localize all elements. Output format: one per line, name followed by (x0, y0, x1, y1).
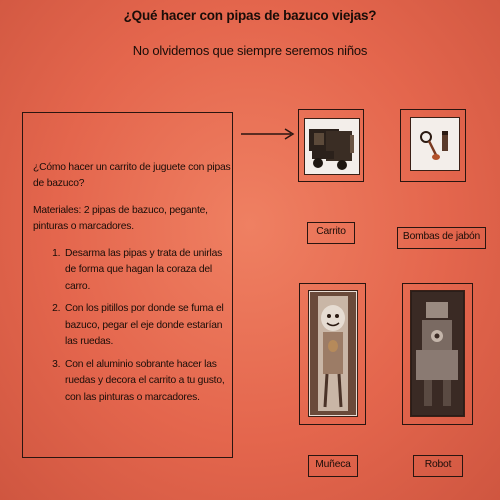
muneca-photo (308, 290, 358, 417)
step-item: 3. Con el aluminio sobrante hacer las ruedas y decora el carrito a tu gusto, con las pinturas o marcadores. (63, 357, 233, 406)
instructions-materials: Materiales: 2 pipas de bazuco, pegante, pinturas o marcadores. (33, 204, 208, 233)
robot-photo (410, 290, 465, 417)
page-title: ¿Qué hacer con pipas de bazuco viejas? (123, 8, 377, 23)
robot-image (412, 292, 463, 415)
toy-car-image (306, 121, 358, 173)
page-subtitle: No olvidemos que siempre seremos niños (132, 43, 368, 58)
instructions-question: ¿Cómo hacer un carrito de juguete con pipas de bazuco? (33, 162, 231, 190)
arrow-right-icon (241, 128, 297, 140)
carrito-photo (304, 118, 360, 175)
bubble-wand-image (412, 119, 458, 169)
label-bombas-de-jabon: Bombas de jabón (397, 227, 486, 249)
bombas-photo (410, 117, 460, 171)
step-item: 1. Desarma las pipas y trata de unirlas de forma que hagan la coraza del carro. (63, 246, 233, 295)
label-robot: Robot (413, 455, 463, 477)
instructions-text (33, 160, 233, 412)
label-muneca: Muñeca (308, 455, 358, 477)
step-item: 2. Con los pitillos por donde se fuma el bazuco, pegar el eje donde estarían las ruedas. (63, 301, 233, 350)
doll-image (310, 292, 356, 415)
label-carrito: Carrito (307, 222, 355, 244)
instructions-steps (33, 246, 233, 406)
